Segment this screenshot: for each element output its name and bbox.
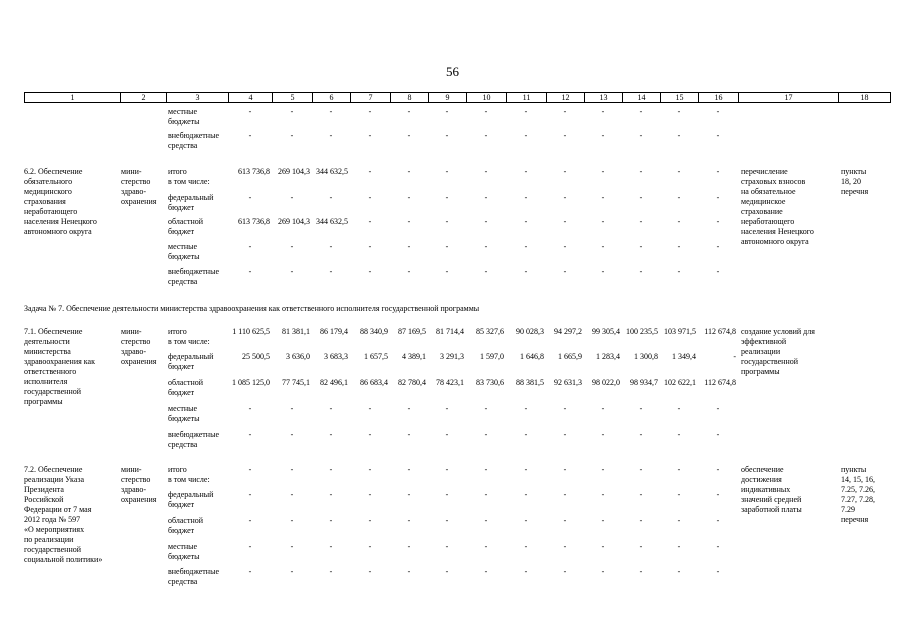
item-7-1-local-dash: - <box>445 404 449 413</box>
row-label-extra: внебюджетные средства <box>168 131 219 150</box>
top-extra-dash: - <box>445 131 449 140</box>
item-7-2-total-dash: - <box>445 465 449 474</box>
item-6-2-label-federal: федеральный бюджет <box>168 193 214 212</box>
item-7-1-regional-value: 98 934,7 <box>630 378 658 387</box>
item-7-2-total-dash: - <box>290 465 294 474</box>
item-7-2-name: 7.2. Обеспечение реализации Указа Президента Российской Федерации от 7 мая 2012 года № 597 «О мероприятиях по реализации государственной социальной политики» <box>24 465 103 564</box>
item-7-1-local-dash: - <box>601 404 605 413</box>
item-7-1-extra-dash: - <box>407 430 411 439</box>
item-7-2-label-local: местные бюджеты <box>168 542 200 561</box>
item-6-2-total-value: 269 104,3 <box>278 167 310 176</box>
item-7-2-total-dash: - <box>563 465 567 474</box>
top-extra-dash: - <box>484 131 488 140</box>
top-extra-dash: - <box>524 131 528 140</box>
top-local-dash: - <box>639 107 643 116</box>
item-7-1-local-dash: - <box>290 404 294 413</box>
header-col-5: 5 <box>272 92 312 103</box>
item-7-1-federal-value: 1 646,8 <box>520 352 544 361</box>
item-7-2-result: обеспечение достижения индикативных значений средней заработной платы <box>741 465 802 514</box>
item-6-2-local-dash: - <box>484 242 488 251</box>
item-7-1-federal-value: 1 283,4 <box>596 352 620 361</box>
item-7-1-regional-value: 82 780,4 <box>398 378 426 387</box>
row-label-local: местные бюджеты <box>168 107 200 126</box>
item-7-2-extra-dash: - <box>290 567 294 576</box>
item-6-2-total-dash: - <box>563 167 567 176</box>
item-6-2-total-dash: - <box>601 167 605 176</box>
item-6-2-extra-dash: - <box>563 267 567 276</box>
item-7-2-regional-dash: - <box>639 516 643 525</box>
top-local-dash: - <box>563 107 567 116</box>
item-7-1-total-value: 100 235,5 <box>626 327 658 336</box>
item-7-2-regional-dash: - <box>716 516 720 525</box>
item-7-1-extra-dash: - <box>368 430 372 439</box>
item-7-1-local-dash: - <box>639 404 643 413</box>
item-7-2-label-extra: внебюджетные средства <box>168 567 219 586</box>
item-6-2-regional-dash: - <box>445 217 449 226</box>
item-7-2-federal-dash: - <box>524 490 528 499</box>
item-7-2-local-dash: - <box>445 542 449 551</box>
item-7-1-federal-value: 3 636,0 <box>286 352 310 361</box>
item-7-2-local-dash: - <box>524 542 528 551</box>
item-7-2-executor: мини- стерство здраво- охранения <box>121 465 157 504</box>
item-6-2-regional-value: 344 632,5 <box>316 217 348 226</box>
item-7-2-local-dash: - <box>677 542 681 551</box>
item-6-2-federal-dash: - <box>484 193 488 202</box>
item-7-2-label-federal: федеральный бюджет <box>168 490 214 509</box>
item-6-2-extra-dash: - <box>248 267 252 276</box>
item-6-2-total-dash: - <box>368 167 372 176</box>
top-extra-dash: - <box>716 131 720 140</box>
header-col-7: 7 <box>350 92 390 103</box>
item-7-1-regional-value: 83 730,6 <box>476 378 504 387</box>
item-7-2-regional-dash: - <box>563 516 567 525</box>
item-7-2-total-dash: - <box>329 465 333 474</box>
item-6-2-label-regional: областной бюджет <box>168 217 204 236</box>
item-7-1-name: 7.1. Обеспечение деятельности министерства здравоохранения как ответственного исполнителя государственной программы <box>24 327 95 406</box>
item-6-2-extra-dash: - <box>524 267 528 276</box>
item-6-2-regional-dash: - <box>639 217 643 226</box>
item-7-2-extra-dash: - <box>329 567 333 576</box>
item-7-1-total-value: 86 179,4 <box>320 327 348 336</box>
item-6-2-local-dash: - <box>524 242 528 251</box>
top-local-dash: - <box>407 107 411 116</box>
item-7-2-federal-dash: - <box>290 490 294 499</box>
item-7-1-extra-dash: - <box>601 430 605 439</box>
item-6-2-local-dash: - <box>329 242 333 251</box>
top-local-dash: - <box>601 107 605 116</box>
item-7-2-local-dash: - <box>484 542 488 551</box>
item-7-2-federal-dash: - <box>329 490 333 499</box>
item-7-1-local-dash: - <box>368 404 372 413</box>
item-6-2-extra-dash: - <box>639 267 643 276</box>
item-7-1-total-value: 85 327,6 <box>476 327 504 336</box>
item-7-2-local-dash: - <box>368 542 372 551</box>
item-7-2-federal-dash: - <box>639 490 643 499</box>
header-col-12: 12 <box>546 92 584 103</box>
item-6-2-extra-dash: - <box>368 267 372 276</box>
item-6-2-federal-dash: - <box>639 193 643 202</box>
item-7-1-regional-value: 78 423,1 <box>436 378 464 387</box>
header-col-15: 15 <box>660 92 698 103</box>
item-7-2-extra-dash: - <box>601 567 605 576</box>
item-7-1-local-dash: - <box>563 404 567 413</box>
item-6-2-total-value: 344 632,5 <box>316 167 348 176</box>
item-7-1-total-value: 90 028,3 <box>516 327 544 336</box>
header-col-8: 8 <box>390 92 428 103</box>
item-6-2-total-dash: - <box>677 167 681 176</box>
item-7-2-regional-dash: - <box>524 516 528 525</box>
top-extra-dash: - <box>290 131 294 140</box>
item-7-2-local-dash: - <box>329 542 333 551</box>
top-extra-dash: - <box>677 131 681 140</box>
item-6-2-total-value: 613 736,8 <box>238 167 270 176</box>
item-7-1-label-regional: областной бюджет <box>168 378 204 397</box>
item-7-2-extra-dash: - <box>677 567 681 576</box>
item-6-2-local-dash: - <box>677 242 681 251</box>
item-7-1-federal-value: 1 597,0 <box>480 352 504 361</box>
item-7-2-regional-dash: - <box>368 516 372 525</box>
item-7-2-extra-dash: - <box>716 567 720 576</box>
item-6-2-federal-dash: - <box>563 193 567 202</box>
item-6-2-extra-dash: - <box>601 267 605 276</box>
item-6-2-label-local: местные бюджеты <box>168 242 200 261</box>
header-col-18: 18 <box>838 92 890 103</box>
item-7-1-regional-value: 102 622,1 <box>664 378 696 387</box>
item-7-1-label-extra: внебюджетные средства <box>168 430 219 449</box>
item-7-2-regional-dash: - <box>484 516 488 525</box>
item-6-2-name: 6.2. Обеспечение обязательного медицинского страхования неработающего населения Ненецкого автономного округа <box>24 167 97 236</box>
item-6-2-local-dash: - <box>290 242 294 251</box>
item-7-2-local-dash: - <box>248 542 252 551</box>
item-7-1-extra-dash: - <box>639 430 643 439</box>
top-local-dash: - <box>716 107 720 116</box>
item-7-1-total-value: 81 714,4 <box>436 327 464 336</box>
item-6-2-federal-dash: - <box>716 193 720 202</box>
item-7-1-regional-value: 86 683,4 <box>360 378 388 387</box>
header-col-3: 3 <box>166 92 228 103</box>
header-right-border <box>890 92 891 103</box>
item-6-2-regional-dash: - <box>524 217 528 226</box>
item-7-2-federal-dash: - <box>563 490 567 499</box>
item-7-2-federal-dash: - <box>407 490 411 499</box>
item-7-1-extra-dash: - <box>563 430 567 439</box>
header-col-9: 9 <box>428 92 466 103</box>
header-col-11: 11 <box>506 92 546 103</box>
item-7-1-total-value: 103 971,5 <box>664 327 696 336</box>
header-col-2: 2 <box>120 92 166 103</box>
item-7-1-extra-dash: - <box>484 430 488 439</box>
top-extra-dash: - <box>368 131 372 140</box>
item-7-2-local-dash: - <box>563 542 567 551</box>
item-6-2-executor: мини- стерство здраво- охранения <box>121 167 157 206</box>
item-6-2-regional-dash: - <box>407 217 411 226</box>
item-7-1-total-value: 94 297,2 <box>554 327 582 336</box>
top-local-dash: - <box>677 107 681 116</box>
item-7-2-total-dash: - <box>639 465 643 474</box>
item-7-1-federal-value: 1 349,4 <box>672 352 696 361</box>
item-7-1-federal-value: 25 500,5 <box>242 352 270 361</box>
item-6-2-regional-dash: - <box>484 217 488 226</box>
item-7-1-federal-value: 1 300,8 <box>634 352 658 361</box>
item-6-2-total-dash: - <box>445 167 449 176</box>
item-6-2-local-dash: - <box>601 242 605 251</box>
item-7-1-extra-dash: - <box>290 430 294 439</box>
item-6-2-regional-dash: - <box>677 217 681 226</box>
item-6-2-result: перечисление страховых взносов на обязательное медицинское страхование неработающего населения Ненецкого автономного округа <box>741 167 814 246</box>
item-7-2-total-dash: - <box>484 465 488 474</box>
item-6-2-local-dash: - <box>716 242 720 251</box>
header-col-1: 1 <box>24 92 120 103</box>
item-6-2-extra-dash: - <box>290 267 294 276</box>
item-7-2-local-dash: - <box>407 542 411 551</box>
top-local-dash: - <box>368 107 372 116</box>
item-7-2-ref: пункты 14, 15, 16, 7.25, 7.26, 7.27, 7.28, 7.29 перечня <box>841 465 875 524</box>
page-number: 56 <box>446 64 459 79</box>
item-7-1-extra-dash: - <box>716 430 720 439</box>
item-7-2-regional-dash: - <box>601 516 605 525</box>
item-7-2-regional-dash: - <box>329 516 333 525</box>
item-7-1-extra-dash: - <box>524 430 528 439</box>
top-local-dash: - <box>329 107 333 116</box>
item-6-2-federal-dash: - <box>368 193 372 202</box>
item-7-2-local-dash: - <box>601 542 605 551</box>
item-6-2-local-dash: - <box>563 242 567 251</box>
item-7-2-total-dash: - <box>407 465 411 474</box>
item-7-1-total-value: 88 340,9 <box>360 327 388 336</box>
item-7-2-local-dash: - <box>290 542 294 551</box>
item-7-2-federal-dash: - <box>248 490 252 499</box>
top-local-dash: - <box>524 107 528 116</box>
item-7-1-local-dash: - <box>407 404 411 413</box>
item-6-2-extra-dash: - <box>445 267 449 276</box>
item-6-2-extra-dash: - <box>329 267 333 276</box>
item-7-1-regional-value: 98 022,0 <box>592 378 620 387</box>
item-7-1-extra-dash: - <box>329 430 333 439</box>
item-7-2-federal-dash: - <box>484 490 488 499</box>
top-extra-dash: - <box>639 131 643 140</box>
item-6-2-extra-dash: - <box>407 267 411 276</box>
item-7-2-total-dash: - <box>716 465 720 474</box>
item-7-2-extra-dash: - <box>563 567 567 576</box>
item-6-2-regional-dash: - <box>716 217 720 226</box>
header-col-14: 14 <box>622 92 660 103</box>
item-7-1-regional-value: 92 631,3 <box>554 378 582 387</box>
item-7-2-extra-dash: - <box>445 567 449 576</box>
item-6-2-regional-dash: - <box>601 217 605 226</box>
item-7-2-label-regional: областной бюджет <box>168 516 204 535</box>
item-7-2-label-total: итого в том числе: <box>168 465 210 484</box>
item-7-1-label-total: итого в том числе: <box>168 327 210 346</box>
item-7-1-local-dash: - <box>329 404 333 413</box>
item-7-1-extra-dash: - <box>677 430 681 439</box>
item-7-2-local-dash: - <box>716 542 720 551</box>
item-7-1-executor: мини- стерство здраво- охранения <box>121 327 157 366</box>
top-extra-dash: - <box>329 131 333 140</box>
item-7-1-regional-value: 77 745,1 <box>282 378 310 387</box>
item-6-2-total-dash: - <box>716 167 720 176</box>
item-7-2-total-dash: - <box>524 465 528 474</box>
item-7-2-extra-dash: - <box>524 567 528 576</box>
item-7-2-total-dash: - <box>601 465 605 474</box>
item-7-1-total-value: 99 305,4 <box>592 327 620 336</box>
item-6-2-federal-dash: - <box>329 193 333 202</box>
item-6-2-extra-dash: - <box>484 267 488 276</box>
item-7-1-total-value: 87 169,5 <box>398 327 426 336</box>
item-6-2-ref: пункты 18, 20 перечня <box>841 167 869 196</box>
item-6-2-regional-dash: - <box>563 217 567 226</box>
item-6-2-federal-dash: - <box>445 193 449 202</box>
item-6-2-federal-dash: - <box>248 193 252 202</box>
item-7-2-regional-dash: - <box>290 516 294 525</box>
header-col-10: 10 <box>466 92 506 103</box>
task-7-heading: Задача № 7. Обеспечение деятельности министерства здравоохранения как ответственного исполнителя государственной программы <box>24 304 480 313</box>
header-col-17: 17 <box>738 92 838 103</box>
item-7-1-total-value: 1 110 625,5 <box>232 327 270 336</box>
top-local-dash: - <box>248 107 252 116</box>
item-7-2-total-dash: - <box>677 465 681 474</box>
top-local-dash: - <box>445 107 449 116</box>
item-7-2-extra-dash: - <box>368 567 372 576</box>
item-6-2-regional-dash: - <box>368 217 372 226</box>
item-7-2-federal-dash: - <box>601 490 605 499</box>
item-7-1-result: создание условий для эффективной реализации государственной программы <box>741 327 815 376</box>
item-7-1-total-value: 81 381,1 <box>282 327 310 336</box>
item-6-2-local-dash: - <box>407 242 411 251</box>
item-7-1-federal-value: 4 389,1 <box>402 352 426 361</box>
item-7-1-local-dash: - <box>716 404 720 413</box>
item-6-2-local-dash: - <box>639 242 643 251</box>
item-6-2-regional-value: 613 736,8 <box>238 217 270 226</box>
item-7-2-extra-dash: - <box>639 567 643 576</box>
item-7-2-total-dash: - <box>248 465 252 474</box>
item-6-2-total-dash: - <box>484 167 488 176</box>
item-6-2-federal-dash: - <box>407 193 411 202</box>
item-6-2-label-extra: внебюджетные средства <box>168 267 219 286</box>
item-6-2-total-dash: - <box>524 167 528 176</box>
item-7-2-extra-dash: - <box>248 567 252 576</box>
item-6-2-regional-value: 269 104,3 <box>278 217 310 226</box>
item-7-1-federal-value: - <box>733 352 736 361</box>
item-7-1-federal-value: 1 657,5 <box>364 352 388 361</box>
item-7-1-label-local: местные бюджеты <box>168 404 200 423</box>
item-7-2-extra-dash: - <box>484 567 488 576</box>
item-7-1-federal-value: 3 683,3 <box>324 352 348 361</box>
item-7-1-federal-value: 1 665,9 <box>558 352 582 361</box>
item-7-2-total-dash: - <box>368 465 372 474</box>
item-7-2-federal-dash: - <box>368 490 372 499</box>
item-7-1-regional-value: 112 674,8 <box>704 378 736 387</box>
item-7-1-local-dash: - <box>524 404 528 413</box>
item-7-1-local-dash: - <box>484 404 488 413</box>
header-col-6: 6 <box>312 92 350 103</box>
top-extra-dash: - <box>601 131 605 140</box>
item-7-1-local-dash: - <box>248 404 252 413</box>
item-7-1-extra-dash: - <box>248 430 252 439</box>
item-6-2-federal-dash: - <box>601 193 605 202</box>
item-7-1-label-federal: федеральный бюджет <box>168 352 214 371</box>
item-6-2-local-dash: - <box>445 242 449 251</box>
item-6-2-federal-dash: - <box>677 193 681 202</box>
item-7-2-regional-dash: - <box>248 516 252 525</box>
item-6-2-label-total: итого в том числе: <box>168 167 210 186</box>
top-extra-dash: - <box>407 131 411 140</box>
header-col-4: 4 <box>228 92 272 103</box>
item-6-2-federal-dash: - <box>524 193 528 202</box>
item-6-2-total-dash: - <box>407 167 411 176</box>
item-7-1-federal-value: 3 291,3 <box>440 352 464 361</box>
item-7-1-extra-dash: - <box>445 430 449 439</box>
item-7-2-federal-dash: - <box>677 490 681 499</box>
item-7-1-regional-value: 88 381,5 <box>516 378 544 387</box>
item-6-2-local-dash: - <box>248 242 252 251</box>
item-7-1-regional-value: 1 085 125,0 <box>232 378 270 387</box>
item-7-2-federal-dash: - <box>445 490 449 499</box>
item-7-1-local-dash: - <box>677 404 681 413</box>
item-6-2-extra-dash: - <box>716 267 720 276</box>
item-7-1-total-value: 112 674,8 <box>704 327 736 336</box>
item-7-2-regional-dash: - <box>445 516 449 525</box>
top-local-dash: - <box>484 107 488 116</box>
item-7-2-local-dash: - <box>639 542 643 551</box>
item-6-2-total-dash: - <box>639 167 643 176</box>
item-7-2-extra-dash: - <box>407 567 411 576</box>
item-7-2-regional-dash: - <box>407 516 411 525</box>
item-6-2-local-dash: - <box>368 242 372 251</box>
item-7-1-regional-value: 82 496,1 <box>320 378 348 387</box>
top-local-dash: - <box>290 107 294 116</box>
item-7-2-federal-dash: - <box>716 490 720 499</box>
top-extra-dash: - <box>563 131 567 140</box>
item-6-2-extra-dash: - <box>677 267 681 276</box>
top-extra-dash: - <box>248 131 252 140</box>
header-col-13: 13 <box>584 92 622 103</box>
item-7-2-regional-dash: - <box>677 516 681 525</box>
header-col-16: 16 <box>698 92 738 103</box>
item-6-2-federal-dash: - <box>290 193 294 202</box>
